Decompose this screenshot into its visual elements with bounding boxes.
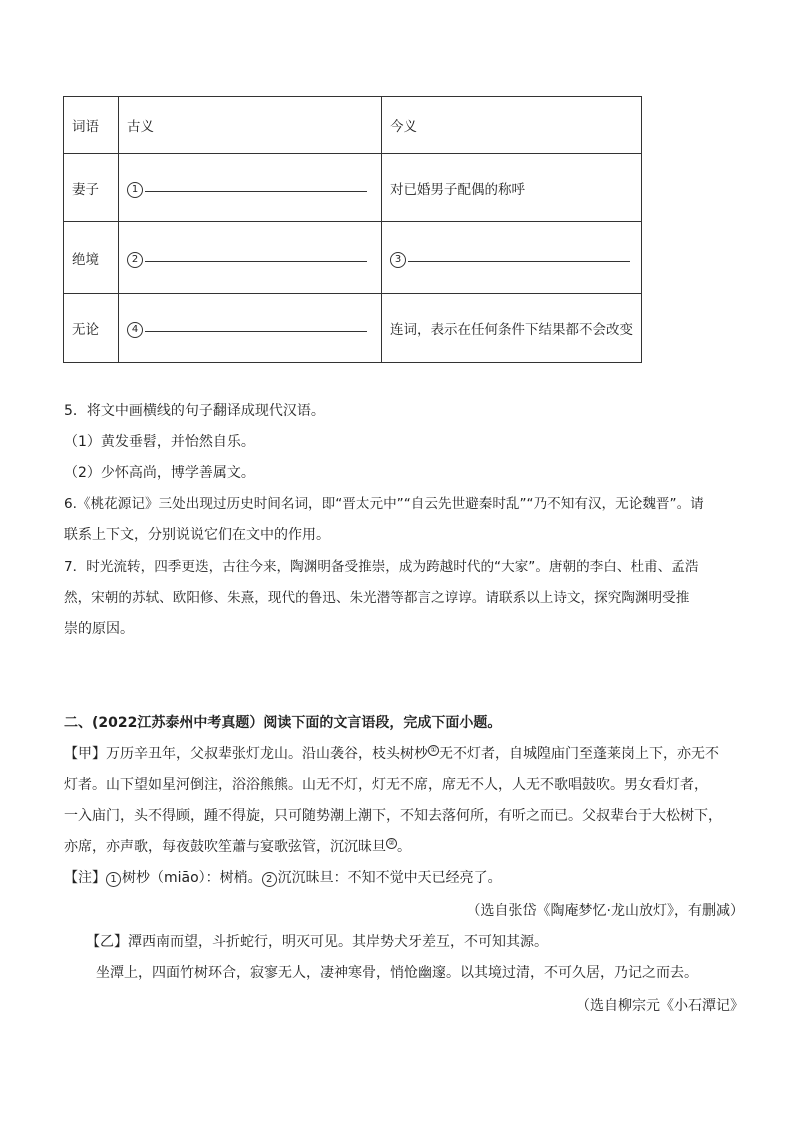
footnote-marker: ① — [428, 745, 439, 756]
circled-number: 4 — [127, 322, 143, 338]
notes-line: 【注】 1 树杪（miāo）：树梢。 2 沉沉昧旦：不知不觉中天已经亮了。 — [64, 870, 502, 886]
modern-cell — [382, 222, 642, 294]
answer-blank[interactable] — [390, 248, 630, 268]
answer-blank[interactable] — [127, 318, 367, 338]
table-row — [64, 154, 642, 222]
row-word: 绝境 — [64, 222, 119, 294]
passage-jia-line1: 【甲】万历辛丑年，父叔辈张灯龙山。沿山袭谷，枝头树杪 ① 无不灯者，自城隍庙门至蓬莱岗上下，亦无不 — [64, 746, 719, 762]
question-6-line2: 联系上下文，分别说说它们在文中的作用。 — [64, 527, 330, 543]
circled-number: 1 — [127, 182, 143, 198]
row-word: 无论 — [64, 294, 119, 363]
passage-jia-line3: 一入庙门，头不得顾，踵不得旋，只可随势潮上潮下，不知去落何所，有听之而已。父叔辈台于大松树下， — [64, 808, 722, 824]
passage-jia-line2: 灯者。山下望如星河倒注，浴浴熊熊。山无不灯，灯无不席，席无不人，人无不歌唱鼓吹。男女看灯者， — [64, 777, 708, 793]
note-number: 1 — [106, 872, 121, 887]
header-ancient: 古义 — [119, 97, 382, 154]
question-6-line1: 6.《桃花源记》三处出现过历史时间名词，即“晋太元中”“自云先世避秦时乱”“乃不知有汉，无论魏晋”。请 — [64, 496, 704, 512]
blank-line — [145, 178, 367, 192]
passage-jia-line4: 亦席，亦声歌，每夜鼓吹笙蕭与宴歌弦管，沉沉昧旦 ② 。 — [64, 839, 411, 855]
question-7-line1: 7．时光流转，四季更迭，古往今来，陶渊明备受推崇，成为跨越时代的“大家”。唐朝的李白、杜甫、孟浩 — [64, 559, 699, 575]
passage-yi-line1: 【乙】潭西南而望，斗折蛇行，明灭可见。其岸势犬牙差互，不可知其源。 — [86, 934, 548, 950]
question-5: 5．将文中画横线的句子翻译成现代汉语。 — [64, 403, 325, 419]
circled-number: 2 — [127, 252, 143, 268]
blank-line — [408, 248, 630, 262]
header-word: 词语 — [64, 97, 119, 154]
modern-cell: 对已婚男子配偶的称呼 — [382, 154, 642, 222]
answer-blank[interactable] — [127, 248, 367, 268]
footnote-marker: ② — [386, 838, 397, 849]
circled-number: 3 — [390, 252, 406, 268]
row-word: 妻子 — [64, 154, 119, 222]
source-yi: （选自柳宗元《小石潭记》 — [576, 998, 744, 1014]
blank-line — [145, 318, 367, 332]
blank-line — [145, 248, 367, 262]
passage-yi-line2: 坐潭上，四面竹树环合，寂寥无人，凄神寒骨，悄怆幽邃。以其境过清，不可久居，乃记之而去。 — [96, 965, 698, 981]
note-number: 2 — [262, 872, 277, 887]
section-heading: 二、(2022江苏泰州中考真题）阅读下面的文言语段，完成下面小题。 — [64, 715, 502, 731]
table-row — [64, 222, 642, 294]
table-row — [64, 294, 642, 363]
modern-cell: 连词，表示在任何条件下结果都不会改变 — [382, 294, 642, 363]
table-header-row — [64, 97, 642, 154]
source-jia: （选自张岱《陶庵梦忆·龙山放灯》，有删减） — [466, 903, 744, 919]
ancient-cell — [119, 222, 382, 294]
ancient-cell — [119, 294, 382, 363]
question-5-2: （2）少怀高尚，博学善属文。 — [64, 465, 255, 481]
ancient-cell — [119, 154, 382, 222]
answer-blank[interactable] — [127, 178, 367, 198]
question-5-1: （1）黄发垂髫，并怡然自乐。 — [64, 434, 255, 450]
question-7-line2: 然，宋朝的苏轼、欧阳修、朱熹，现代的鲁迅、朱光潜等都言之谆谆。请联系以上诗文，探究陶渊明受推 — [64, 590, 690, 606]
vocab-table — [63, 96, 642, 363]
header-modern: 今义 — [382, 97, 642, 154]
question-7-line3: 崇的原因。 — [64, 621, 134, 637]
